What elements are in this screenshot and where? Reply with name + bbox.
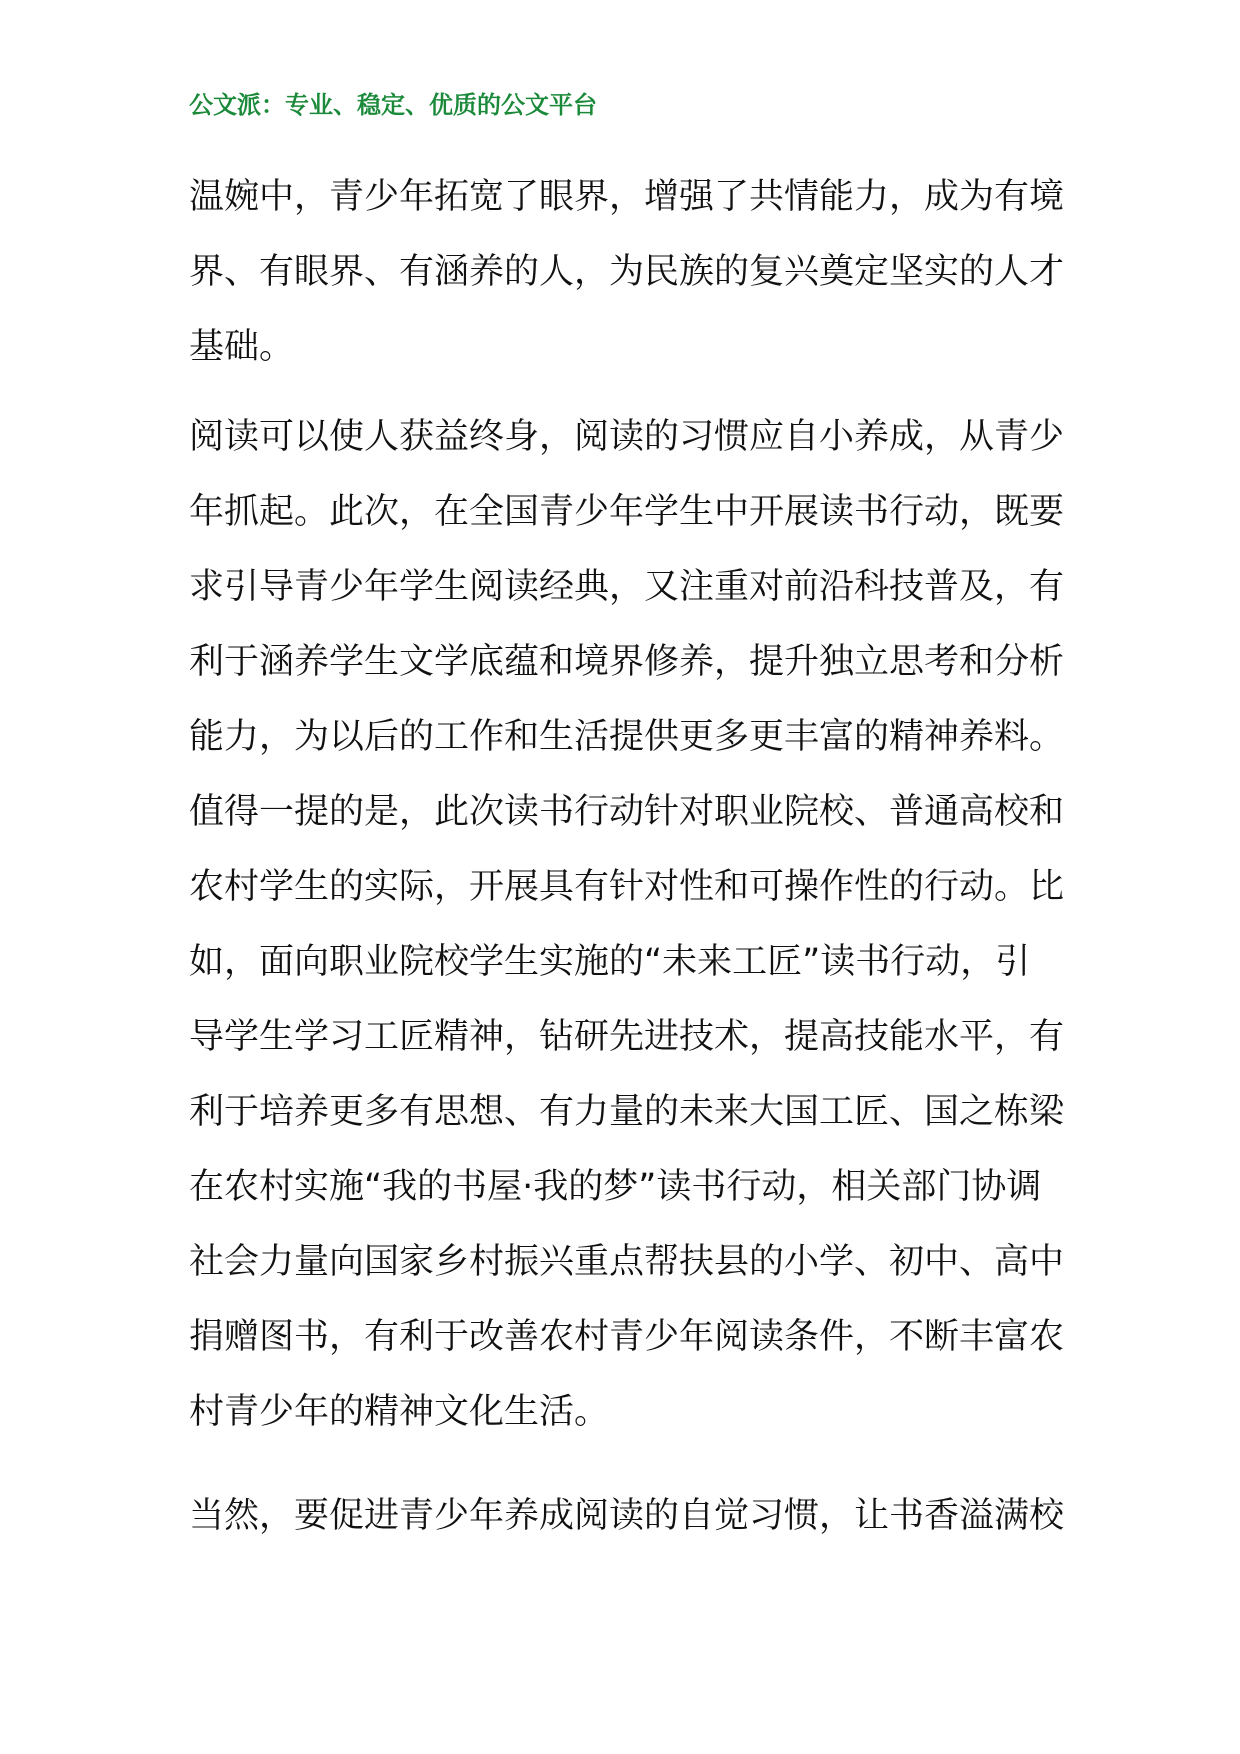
text-line: 如，面向职业院校学生实施的“未来工匠”读书行动，引	[189, 942, 1031, 982]
text-line: 在农村实施“我的书屋·我的梦”读书行动，相关部门协调	[189, 1167, 1042, 1207]
text-line: 当然，要促进青少年养成阅读的自觉习惯，让书香溢满校	[189, 1496, 1065, 1536]
paragraph-2	[189, 400, 1064, 1450]
text-line: 社会力量向国家乡村振兴重点帮扶县的小学、初中、高中	[189, 1242, 1065, 1282]
text-line: 年抓起。此次，在全国青少年学生中开展读书行动，既要	[189, 492, 1065, 532]
text-line: 农村学生的实际，开展具有针对性和可操作性的行动。比	[189, 867, 1065, 907]
text-line: 村青少年的精神文化生活。	[189, 1392, 610, 1432]
paragraph-3	[189, 1479, 1064, 1554]
text-line: 利于涵养学生文学底蕴和境界修养，提升独立思考和分析	[189, 642, 1065, 682]
text-line: 利于培养更多有思想、有力量的未来大国工匠、国之栋梁	[189, 1092, 1065, 1132]
header-banner: 公文派：专业、稳定、优质的公文平台	[189, 90, 597, 119]
text-line: 捐赠图书，有利于改善农村青少年阅读条件，不断丰富农	[189, 1317, 1065, 1357]
text-line: 阅读可以使人获益终身，阅读的习惯应自小养成，从青少	[189, 417, 1065, 457]
paragraph-1	[189, 160, 1064, 385]
text-line: 能力，为以后的工作和生活提供更多更丰富的精神养料。	[189, 717, 1065, 757]
text-line: 导学生学习工匠精神，钻研先进技术，提高技能水平，有	[189, 1017, 1065, 1057]
text-line: 值得一提的是，此次读书行动针对职业院校、普通高校和	[189, 792, 1065, 832]
text-line: 界、有眼界、有涵养的人，为民族的复兴奠定坚实的人才	[189, 252, 1065, 292]
text-line: 求引导青少年学生阅读经典，又注重对前沿科技普及，有	[189, 567, 1065, 607]
text-line: 温婉中，青少年拓宽了眼界，增强了共情能力，成为有境	[189, 177, 1065, 217]
text-line: 基础。	[189, 327, 295, 367]
